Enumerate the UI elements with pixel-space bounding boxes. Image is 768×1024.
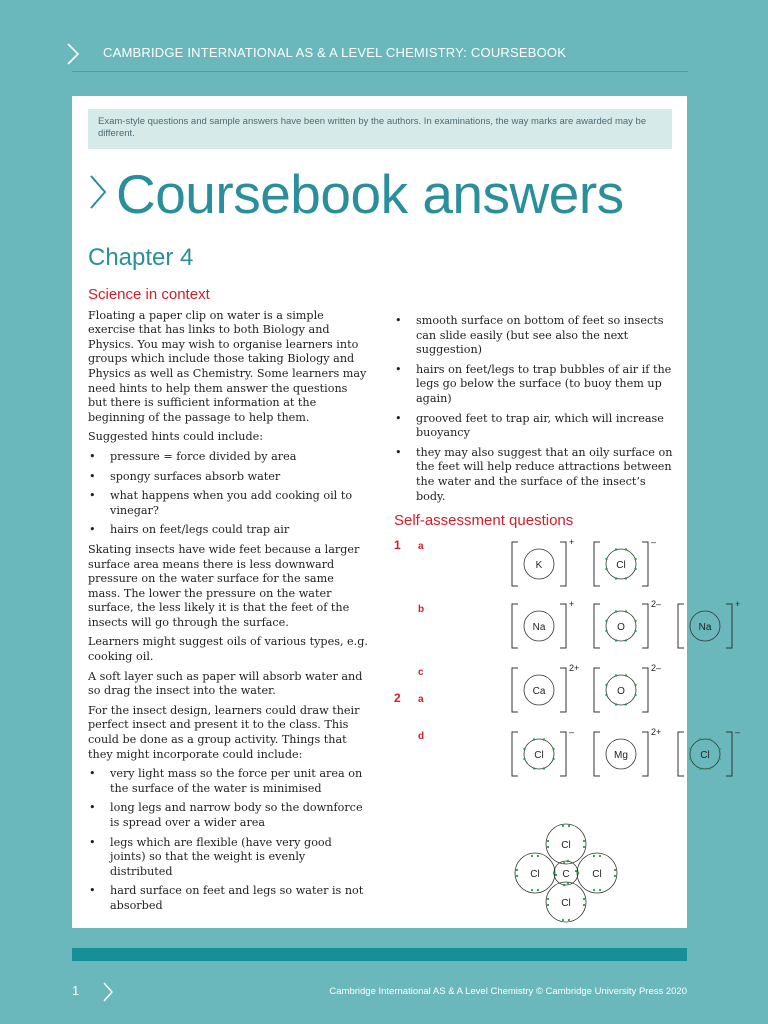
svg-text:+: + <box>569 599 575 609</box>
svg-text:Cl: Cl <box>530 869 540 880</box>
part-label: a <box>418 694 424 705</box>
svg-text:Cl: Cl <box>700 750 710 761</box>
svg-text:Mg: Mg <box>614 750 628 761</box>
chevron-right-icon <box>103 982 113 1002</box>
list-item: • pressure = force divided by area <box>88 450 368 465</box>
ion-cl <box>678 727 740 776</box>
right-column <box>394 314 674 509</box>
ion-na <box>512 599 574 648</box>
dot-cross-diagrams <box>394 532 741 912</box>
paragraph: Skating insects have wide feet because a larger surface area means there is less downward pressure on the water surface for the same mass. The lower the pressure on the water surface, the less likely it is that the feet of the insects will go through the surface. <box>88 542 360 629</box>
svg-text:Na: Na <box>532 622 546 633</box>
svg-text:C: C <box>562 869 570 880</box>
molecule-ccl4 <box>515 824 617 922</box>
list-item: • legs which are flexible (have very good joints) so that the weight is evenly distributed <box>88 836 368 880</box>
svg-text:–: – <box>735 727 741 737</box>
chevron-right-icon <box>88 173 108 211</box>
svg-text:Cl: Cl <box>561 840 571 851</box>
paragraph: Learners might suggest oils of various types, e.g. cooking oil. <box>88 635 368 664</box>
list-item: • hairs on feet/legs to trap bubbles of air if the legs go below the surface (to buoy them up again) <box>394 363 674 407</box>
question-number: 2 <box>394 691 401 705</box>
svg-text:K: K <box>535 560 543 571</box>
ion-cl <box>594 537 656 586</box>
ion-cl <box>512 727 574 776</box>
paragraph: For the insect design, learners could draw their perfect insect and present it to the class. This could be done as a group activity. Things that they might incorporate could include: <box>88 703 360 761</box>
ion-na <box>678 599 740 648</box>
chapter-title: Chapter 4 <box>88 244 194 271</box>
list-item: • smooth surface on bottom of feet so insects can slide easily (but see also the next suggestion) <box>394 314 674 358</box>
page-heading <box>88 162 624 226</box>
svg-text:2+: 2+ <box>569 663 580 673</box>
list-item: • they may also suggest that an oily surface on the feet will help reduce attractions between the water and the surface of the insect’s body. <box>394 446 674 504</box>
ion-k <box>512 537 574 586</box>
paragraph: A soft layer such as paper will absorb water and so drag the insect into the water. <box>88 669 363 698</box>
left-column <box>88 288 368 919</box>
list-item: • what happens when you add cooking oil to vinegar? <box>88 489 368 518</box>
ion-o <box>594 599 661 648</box>
svg-text:Cl: Cl <box>534 750 544 761</box>
list-item: • spongy surfaces absorb water <box>88 470 368 485</box>
svg-text:+: + <box>735 599 741 609</box>
heading-text: Coursebook answers <box>116 163 624 225</box>
svg-text:Ca: Ca <box>532 686 546 697</box>
design-list-continued <box>394 314 674 504</box>
paragraph: Floating a paper clip on water is a simple exercise that has links to both Biology and Physics. You may wish to organise learners into groups which include those taking Biology and Physics as well as Chemistry. Some learners may need hints to help them answer the questions but there is sufficient information at the beginning of the passage to help them. <box>88 308 367 424</box>
svg-text:Cl: Cl <box>592 869 602 880</box>
paragraph: Suggested hints could include: <box>88 430 264 444</box>
svg-text:2–: 2– <box>651 599 662 609</box>
ion-mg <box>594 727 661 776</box>
list-item: • long legs and narrow body so the downforce is spread over a wider area <box>88 801 368 830</box>
book-title: CAMBRIDGE INTERNATIONAL AS & A LEVEL CHEMISTRY: COURSEBOOK <box>103 45 567 60</box>
svg-text:2–: 2– <box>651 663 662 673</box>
ion-o <box>594 663 661 712</box>
self-assessment-title: Self-assessment questions <box>394 512 574 529</box>
list-item: • hairs on feet/legs could trap air <box>88 523 368 538</box>
question-number: 1 <box>394 538 401 552</box>
svg-text:+: + <box>569 537 575 547</box>
svg-text:O: O <box>617 686 625 697</box>
chevron-right-icon <box>66 42 80 66</box>
list-item: • hard surface on feet and legs so water is not absorbed <box>88 884 368 913</box>
svg-text:–: – <box>569 727 575 737</box>
list-item: • grooved feet to trap air, which will increase buoyancy <box>394 412 674 441</box>
svg-text:Cl: Cl <box>561 898 571 909</box>
footer-bar <box>72 948 687 961</box>
list-item: • very light mass so the force per unit area on the surface of the water is minimised <box>88 767 368 796</box>
part-label: d <box>418 731 425 742</box>
page-sheet <box>72 96 741 928</box>
svg-text:Na: Na <box>698 622 712 633</box>
part-label: a <box>418 541 424 552</box>
svg-text:–: – <box>651 537 657 547</box>
part-label: b <box>418 604 425 615</box>
svg-text:Cl: Cl <box>616 560 626 571</box>
design-list <box>88 767 368 913</box>
header-rule <box>72 71 688 72</box>
svg-text:2+: 2+ <box>651 727 662 737</box>
page-number: 1 <box>72 983 80 998</box>
svg-text:O: O <box>617 622 625 633</box>
part-label: c <box>418 667 424 678</box>
hint-list <box>88 450 368 538</box>
exam-note: Exam-style questions and sample answers have been written by the authors. In examinations, the way marks are awarded may be different. <box>88 109 672 149</box>
copyright-text: Cambridge International AS & A Level Chemistry © Cambridge University Press 2020 <box>329 986 687 997</box>
ion-ca <box>512 663 579 712</box>
section-title: Science in context <box>88 286 210 303</box>
running-header <box>0 0 768 72</box>
